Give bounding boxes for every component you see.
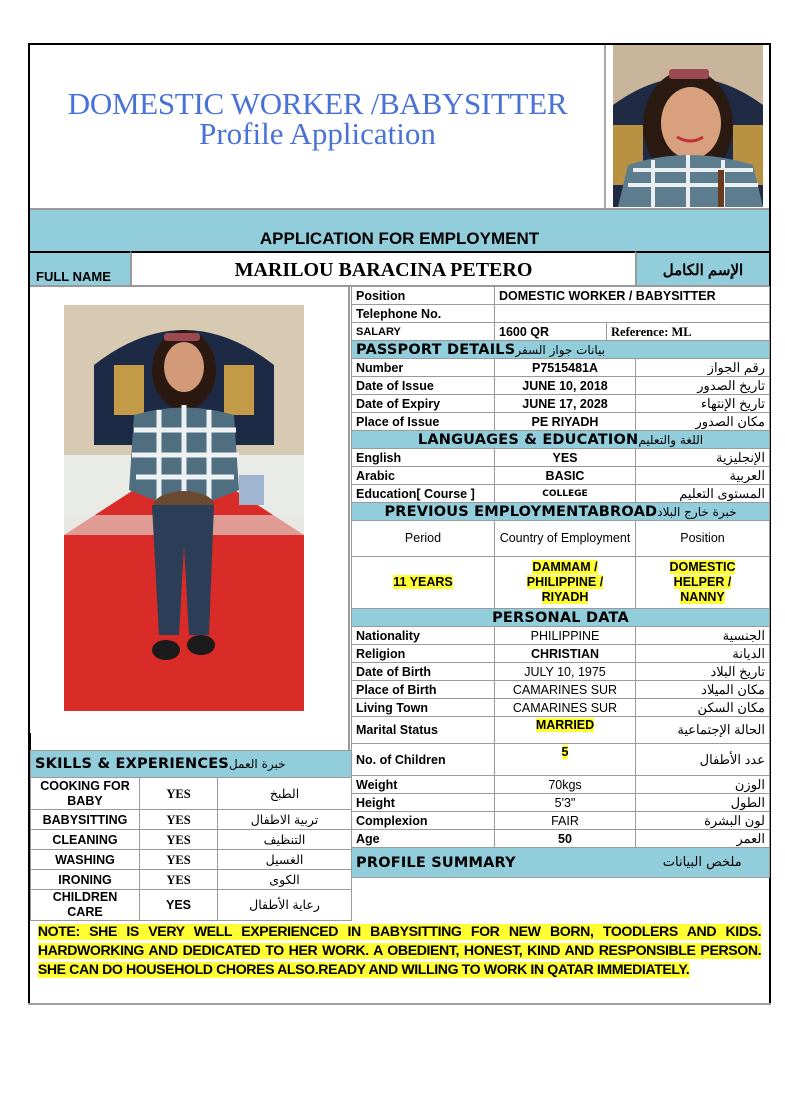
table-row <box>352 663 770 681</box>
table-row <box>352 794 770 812</box>
age-label-arabic: العمر <box>636 830 770 848</box>
issue-date-label: Date of Issue <box>352 377 495 395</box>
sheet-bottom-border <box>28 1003 771 1005</box>
age-value: 50 <box>495 830 636 848</box>
application-heading: APPLICATION FOR EMPLOYMENT <box>259 229 540 248</box>
full-name-label: FULL NAME <box>30 251 130 286</box>
table-row <box>352 717 770 744</box>
reference-value: Reference: ML <box>607 323 770 341</box>
skill-value: YES <box>140 830 218 850</box>
note-text: NOTE: SHE IS VERY WELL EXPERIENCED IN BABYSITTING FOR NEW BORN, TOODLERS AND KIDS. HARDWORKING AND DEDICATED TO HER WORK. A OBEDIENT, HONEST, KIND AND RESPONSIBLE PERSON. SHE CAN DO HOUSEHOLD CHORES ALSO.READY AND WILLING TO WORK IN QATAR IMMEDIATELY. <box>37 924 762 978</box>
education-label: Education[ Course ] <box>352 485 495 503</box>
table-row <box>352 776 770 794</box>
document-title: DOMESTIC WORKER /BABYSITTER <box>67 86 568 121</box>
section-heading-passport <box>352 341 770 359</box>
section-heading-skills <box>31 751 352 778</box>
birth-place-label-arabic: مكان الميلاد <box>636 681 770 699</box>
skill-name: WASHING <box>31 850 140 870</box>
weight-value: 70kgs <box>495 776 636 794</box>
weight-label-arabic: الوزن <box>636 776 770 794</box>
birth-place-value: CAMARINES SUR <box>495 681 636 699</box>
skill-name-arabic: الكوى <box>218 870 352 890</box>
table-row <box>31 830 352 850</box>
birth-place-label: Place of Birth <box>352 681 495 699</box>
religion-label-arabic: الديانة <box>636 645 770 663</box>
table-row <box>352 305 770 323</box>
applicant-headshot-photo <box>613 45 763 207</box>
nationality-label-arabic: الجنسية <box>636 627 770 645</box>
full-name-label-arabic: الإسم الكامل <box>635 251 769 286</box>
children-count-value: 5 <box>561 745 569 759</box>
skill-name-arabic: تربية الاطفال <box>218 810 352 830</box>
marital-status-value: MARRIED <box>535 718 595 732</box>
section-heading-languages <box>352 431 770 449</box>
table-row <box>352 449 770 467</box>
birth-date-value: JULY 10, 1975 <box>495 663 636 681</box>
skill-name-arabic: الطبخ <box>218 778 352 810</box>
nationality-value: PHILIPPINE <box>495 627 636 645</box>
issue-date-label-arabic: تاريخ الصدور <box>636 377 770 395</box>
expiry-date-label-arabic: تاريخ الإنتهاء <box>636 395 770 413</box>
profile-summary-heading: PROFILE SUMMARY <box>352 848 636 878</box>
employment-position: DOMESTIC HELPER / NANNY <box>669 560 736 604</box>
arabic-label-arabic: العربية <box>636 467 770 485</box>
skill-value: YES <box>140 778 218 810</box>
passport-number-label: Number <box>352 359 495 377</box>
height-label-arabic: الطول <box>636 794 770 812</box>
profile-summary-heading-arabic: ملخص البيانات <box>636 848 770 878</box>
section-heading-previous-employment <box>352 503 770 521</box>
employment-period: 11 YEARS <box>393 575 453 589</box>
arabic-value: BASIC <box>495 467 636 485</box>
passport-table <box>351 340 770 878</box>
birth-date-label-arabic: تاريخ البلاد <box>636 663 770 681</box>
telephone-label: Telephone No. <box>352 305 495 323</box>
table-row <box>352 557 770 609</box>
children-count-label: No. of Children <box>352 744 495 776</box>
table-row <box>352 681 770 699</box>
photo-divider <box>604 45 606 208</box>
table-row <box>352 812 770 830</box>
column-header-period: Period <box>352 521 495 557</box>
table-row <box>31 778 352 810</box>
place-of-issue-label: Place of Issue <box>352 413 495 431</box>
employment-country: DAMMAM / PHILIPPINE / RIYADH <box>526 560 604 604</box>
marital-status-label: Marital Status <box>352 717 495 744</box>
border-mark <box>28 733 31 750</box>
applicant-full-body-photo <box>64 305 304 711</box>
skills-table <box>30 750 352 921</box>
table-row <box>352 467 770 485</box>
skill-name: BABYSITTING <box>31 810 140 830</box>
skill-value: YES <box>140 850 218 870</box>
table-row <box>31 810 352 830</box>
expiry-date-label: Date of Expiry <box>352 395 495 413</box>
skill-name-arabic: رعاية الأطفال <box>218 890 352 921</box>
table-row <box>352 645 770 663</box>
skill-value: YES <box>140 890 218 921</box>
complexion-label-arabic: لون البشرة <box>636 812 770 830</box>
complexion-label: Complexion <box>352 812 495 830</box>
table-row <box>352 395 770 413</box>
table-row <box>352 485 770 503</box>
table-row <box>352 323 770 341</box>
skill-name: CLEANING <box>31 830 140 850</box>
position-value: DOMESTIC WORKER / BABYSITTER <box>495 287 770 305</box>
personal-heading: PERSONAL DATA <box>352 609 770 627</box>
education-value: COLLEGE <box>495 485 636 503</box>
living-town-value: CAMARINES SUR <box>495 699 636 717</box>
place-of-issue-value: PE RIYADH <box>495 413 636 431</box>
religion-value: CHRISTIAN <box>495 645 636 663</box>
table-row <box>352 413 770 431</box>
passport-heading-arabic: بيانات جواز السفر <box>515 342 606 357</box>
skill-name: COOKING FOR BABY <box>31 778 140 810</box>
table-row <box>352 744 770 776</box>
skill-name: IRONING <box>31 870 140 890</box>
telephone-value <box>495 305 770 323</box>
table-row <box>31 870 352 890</box>
previous-employment-heading-arabic: خبرة خارج البلاد <box>657 504 737 519</box>
position-label: Position <box>352 287 495 305</box>
skill-name-arabic: التنظيف <box>218 830 352 850</box>
job-details-table <box>351 286 770 341</box>
skills-heading-arabic: خبرة العمل <box>228 757 286 771</box>
complexion-value: FAIR <box>495 812 636 830</box>
table-row <box>352 359 770 377</box>
children-count-label-arabic: عدد الأطفال <box>636 744 770 776</box>
profile-summary-note <box>32 921 767 980</box>
table-row <box>352 830 770 848</box>
full-name-value: MARILOU BARACINA PETERO <box>130 251 635 286</box>
column-header-country: Country of Employment <box>495 521 636 557</box>
living-town-label: Living Town <box>352 699 495 717</box>
section-heading-application <box>30 208 769 251</box>
nationality-label: Nationality <box>352 627 495 645</box>
skill-name-arabic: الغسيل <box>218 850 352 870</box>
religion-label: Religion <box>352 645 495 663</box>
place-of-issue-label-arabic: مكان الصدور <box>636 413 770 431</box>
expiry-date-value: JUNE 17, 2028 <box>495 395 636 413</box>
english-label-arabic: الإنجليزية <box>636 449 770 467</box>
previous-employment-heading: PREVIOUS EMPLOYMENTABROAD <box>384 503 658 520</box>
english-label: English <box>352 449 495 467</box>
table-row <box>352 699 770 717</box>
skill-value: YES <box>140 870 218 890</box>
column-header-position: Position <box>636 521 770 557</box>
english-value: YES <box>495 449 636 467</box>
languages-heading: LANGUAGES & EDUCATION <box>417 431 639 448</box>
section-heading-personal <box>352 609 770 627</box>
age-label: Age <box>352 830 495 848</box>
marital-status-label-arabic: الحالة الإجتماعية <box>636 717 770 744</box>
passport-number-value: P7515481A <box>495 359 636 377</box>
arabic-label: Arabic <box>352 467 495 485</box>
table-header-row <box>352 521 770 557</box>
passport-number-label-arabic: رقم الجواز <box>636 359 770 377</box>
height-value: 5'3" <box>495 794 636 812</box>
table-row <box>352 627 770 645</box>
salary-value: 1600 QR <box>495 323 607 341</box>
languages-heading-arabic: اللغة والتعليم <box>638 432 704 447</box>
salary-label: SALARY <box>352 323 495 341</box>
skills-heading: SKILLS & EXPERIENCES <box>35 756 229 772</box>
document-subtitle: Profile Application <box>199 116 436 151</box>
table-row <box>352 377 770 395</box>
section-heading-profile-summary <box>352 848 770 878</box>
skill-name: CHILDREN CARE <box>31 890 140 921</box>
table-row <box>31 850 352 870</box>
height-label: Height <box>352 794 495 812</box>
living-town-label-arabic: مكان السكن <box>636 699 770 717</box>
table-row <box>352 287 770 305</box>
education-label-arabic: المستوى التعليم <box>636 485 770 503</box>
passport-heading: PASSPORT DETAILS <box>356 341 516 358</box>
table-row <box>31 890 352 921</box>
weight-label: Weight <box>352 776 495 794</box>
birth-date-label: Date of Birth <box>352 663 495 681</box>
skill-value: YES <box>140 810 218 830</box>
issue-date-value: JUNE 10, 2018 <box>495 377 636 395</box>
